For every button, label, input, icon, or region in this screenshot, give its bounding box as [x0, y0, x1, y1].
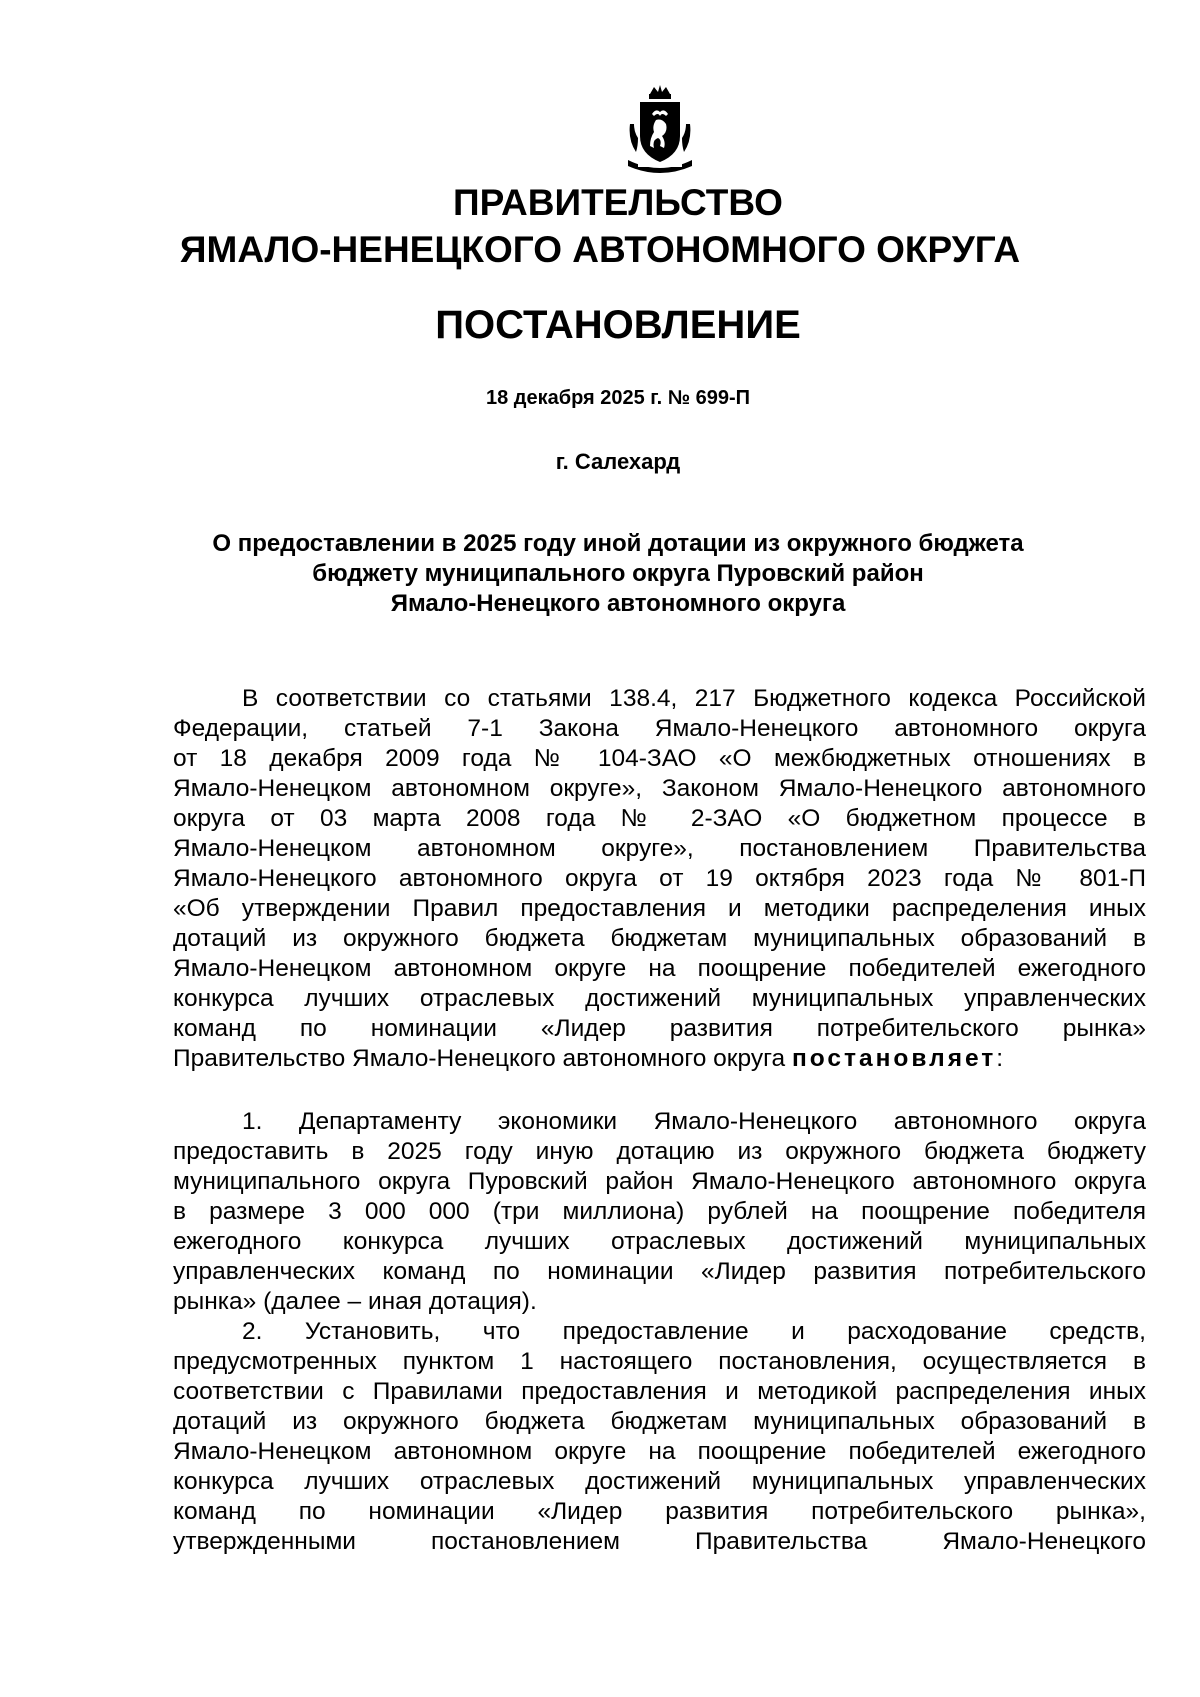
preamble-last-line: Правительство Ямало-Ненецкого автономного округа [173, 1045, 792, 1072]
text-line: 1. Департаменту экономики Ямало-Ненецкого автономного округа [242, 1108, 1146, 1135]
title-line: бюджету муниципального округа Пуровский район [312, 560, 924, 587]
text-line: дотаций из окружного бюджета бюджетам муниципальных образований в [173, 1408, 1146, 1435]
text-line: утвержденными постановлением Правительства Ямало-Ненецкого [173, 1528, 1146, 1555]
document-date-number: 18 декабря 2025 г. № 699-П [485, 387, 751, 409]
text-line: Ямало-Ненецком автономном округе на поощрение победителей ежегодного [173, 955, 1146, 982]
item-1 [173, 1107, 1146, 1317]
text-line: команд по номинации «Лидер развития потребительского рынка», [173, 1498, 1146, 1525]
government-name-line2: ЯМАЛО-НЕНЕЦКОГО АВТОНОМНОГО ОКРУГА [179, 229, 1021, 270]
item-2 [173, 1317, 1146, 1557]
document-type: ПОСТАНОВЛЕНИЕ [435, 303, 801, 347]
text-line: от 18 декабря 2009 года № 104-ЗАО «О межбюджетных отношениях в [173, 745, 1146, 772]
text-line: рынка» (далее – иная дотация). [173, 1288, 537, 1315]
text-line: 2. Установить, что предоставление и расходование средств, [242, 1318, 1146, 1345]
resolution-keyword: постановляет [791, 1045, 997, 1072]
title-line: Ямало-Ненецкого автономного округа [390, 590, 846, 617]
text-line: соответствии с Правилами предоставления и методикой распределения иных [173, 1378, 1146, 1405]
text-line: Федерации, статьей 7-1 Закона Ямало-Ненецкого автономного округа [173, 715, 1146, 742]
text-line: в размере 3 000 000 (три миллиона) рублей на поощрение победителя [173, 1198, 1146, 1225]
text-line: дотаций из окружного бюджета бюджетам муниципальных образований в [173, 925, 1146, 952]
text-line: «Об утверждении Правил предоставления и методики распределения иных [173, 895, 1146, 922]
text-line: Ямало-Ненецком автономном округе на поощрение победителей ежегодного [173, 1438, 1146, 1465]
keyword-suffix: : [996, 1045, 1004, 1072]
text-line: Ямало-Ненецком автономном округе», постановлением Правительства [173, 835, 1146, 862]
title-line: О предоставлении в 2025 году иной дотации из окружного бюджета [212, 530, 1024, 557]
text-line: ежегодного конкурса лучших отраслевых достижений муниципальных [173, 1228, 1146, 1255]
text-line: Ямало-Ненецкого автономного округа от 19 октября 2023 года № 801-П [173, 865, 1146, 892]
document-title [18, 529, 1200, 619]
coat-of-arms-icon [622, 84, 698, 176]
text-line: муниципального округа Пуровский район Ямало-Ненецкого автономного округа [173, 1168, 1146, 1195]
text-line [173, 1044, 1146, 1074]
text-line: В соответствии со статьями 138.4, 217 Бюджетного кодекса Российской [242, 685, 1146, 712]
text-line: Ямало-Ненецком автономном округе», Законом Ямало-Ненецкого автономного [173, 775, 1146, 802]
government-name-line1: ПРАВИТЕЛЬСТВО [453, 182, 783, 223]
text-line: предоставить в 2025 году иную дотацию из окружного бюджета бюджету [173, 1138, 1146, 1165]
numbered-items [173, 1107, 1146, 1557]
text-line: команд по номинации «Лидер развития потребительского рынка» [173, 1015, 1146, 1042]
document-city: г. Салехард [555, 449, 681, 474]
text-line: управленческих команд по номинации «Лидер развития потребительского [173, 1258, 1146, 1285]
text-line: предусмотренных пунктом 1 настоящего постановления, осуществляется в [173, 1348, 1146, 1375]
text-line: конкурса лучших отраслевых достижений муниципальных управленческих [173, 1468, 1146, 1495]
text-line: округа от 03 марта 2008 года № 2-ЗАО «О бюджетном процессе в [173, 805, 1146, 832]
text-line: конкурса лучших отраслевых достижений муниципальных управленческих [173, 985, 1146, 1012]
preamble-paragraph [173, 684, 1146, 1074]
